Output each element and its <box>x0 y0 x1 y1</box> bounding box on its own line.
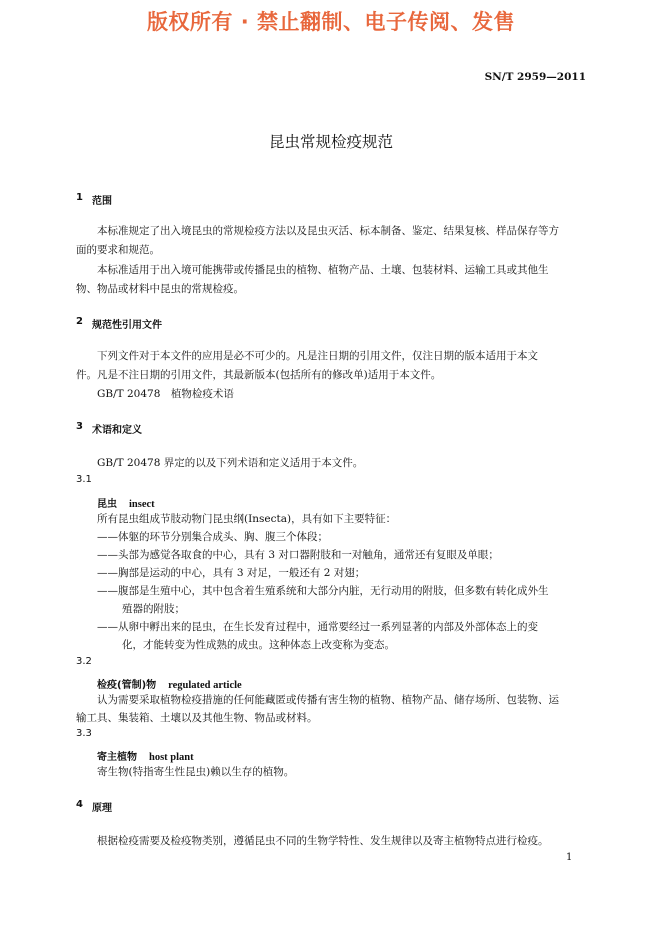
section-4-number: 4 <box>76 799 83 810</box>
list-item: ——腹部是生殖中心，其中包含着生殖系统和大部分内脏，无行动用的附肢，但多数有转化成外生 <box>97 585 549 597</box>
section-1-number: 1 <box>76 192 83 203</box>
term-3-2-title <box>97 673 242 692</box>
list-item-continuation: 殖器的附肢； <box>122 603 185 615</box>
section-3-number: 3 <box>76 421 83 432</box>
term-3-1-en: insect <box>129 499 155 510</box>
term-3-3-cn: 寄主植物 <box>97 752 137 763</box>
section-4-heading: 原理 <box>92 803 112 814</box>
standard-code: SN/T 2959—2011 <box>484 71 586 83</box>
term-3-1-title <box>97 492 155 511</box>
term-3-2-def-line1: 认为需要采取植物检疫措施的任何能藏匿或传播有害生物的植物、植物产品、储存场所、包装物、运 <box>97 694 559 706</box>
term-3-1-definition: 所有昆虫组成节肢动物门昆虫纲(Insecta)，具有如下主要特征： <box>97 513 397 525</box>
list-item: ——头部为感觉各取食的中心，具有 3 对口器附肢和一对触角，通常还有复眼及单眼； <box>97 549 499 561</box>
term-3-2-number: 3.2 <box>76 656 92 667</box>
term-3-3-en: host plant <box>149 752 194 763</box>
s2-para1-line2: 件。凡是不注日期的引用文件，其最新版本(包括所有的修改单)适用于本文件。 <box>76 369 442 381</box>
list-item: ——从卵中孵出来的昆虫，在生长发育过程中，通常要经过一系列显著的内部及外部体态上的变 <box>97 621 538 633</box>
term-3-1-cn: 昆虫 <box>97 499 117 510</box>
s1-para1-line1: 本标准规定了出入境昆虫的常规检疫方法以及昆虫灭活、标本制备、鉴定、结果复核、样品保存等方 <box>97 225 559 237</box>
term-3-2-en: regulated article <box>168 680 242 691</box>
s1-para1-line2: 面的要求和规范。 <box>76 244 160 256</box>
page-number: 1 <box>566 852 573 863</box>
document-title: 昆虫常规检疫规范 <box>268 133 393 151</box>
s2-reference: GB/T 20478 植物检疫术语 <box>97 388 234 400</box>
s4-para1: 根据检疫需要及检疫物类别，遵循昆虫不同的生物学特性、发生规律以及寄主植物特点进行检疫。 <box>97 835 549 847</box>
section-1-heading: 范围 <box>92 196 112 207</box>
section-3-heading: 术语和定义 <box>92 425 142 436</box>
s1-para2-line1: 本标准适用于出入境可能携带或传播昆虫的植物、植物产品、土壤、包装材料、运输工具或其他生 <box>97 264 549 276</box>
section-2-heading: 规范性引用文件 <box>92 320 162 331</box>
term-3-1-number: 3.1 <box>76 474 92 485</box>
s3-intro: GB/T 20478 界定的以及下列术语和定义适用于本文件。 <box>97 457 364 469</box>
term-3-2-cn: 检疫(管制)物 <box>97 680 157 691</box>
list-item-continuation: 化，才能转变为性成熟的成虫。这种体态上改变称为变态。 <box>122 639 395 651</box>
s2-para1-line1: 下列文件对于本文件的应用是必不可少的。凡是注日期的引用文件，仅注日期的版本适用于本文 <box>97 350 538 362</box>
term-3-3-title <box>97 745 194 764</box>
term-3-2-def-line2: 输工具、集装箱、土壤以及其他生物、物品或材料。 <box>76 712 318 724</box>
term-3-3-number: 3.3 <box>76 728 92 739</box>
section-2-number: 2 <box>76 316 83 327</box>
watermark-banner: 版权所有 · 禁止翻制、电子传阅、发售 <box>146 10 516 34</box>
term-3-3-definition: 寄生物(特指寄生性昆虫)赖以生存的植物。 <box>97 766 295 778</box>
list-item: ——体躯的环节分别集合成头、胸、腹三个体段； <box>97 531 328 543</box>
list-item: ——胸部是运动的中心，具有 3 对足，一般还有 2 对翅； <box>97 567 366 579</box>
s1-para2-line2: 物、物品或材料中昆虫的常规检疫。 <box>76 283 244 295</box>
